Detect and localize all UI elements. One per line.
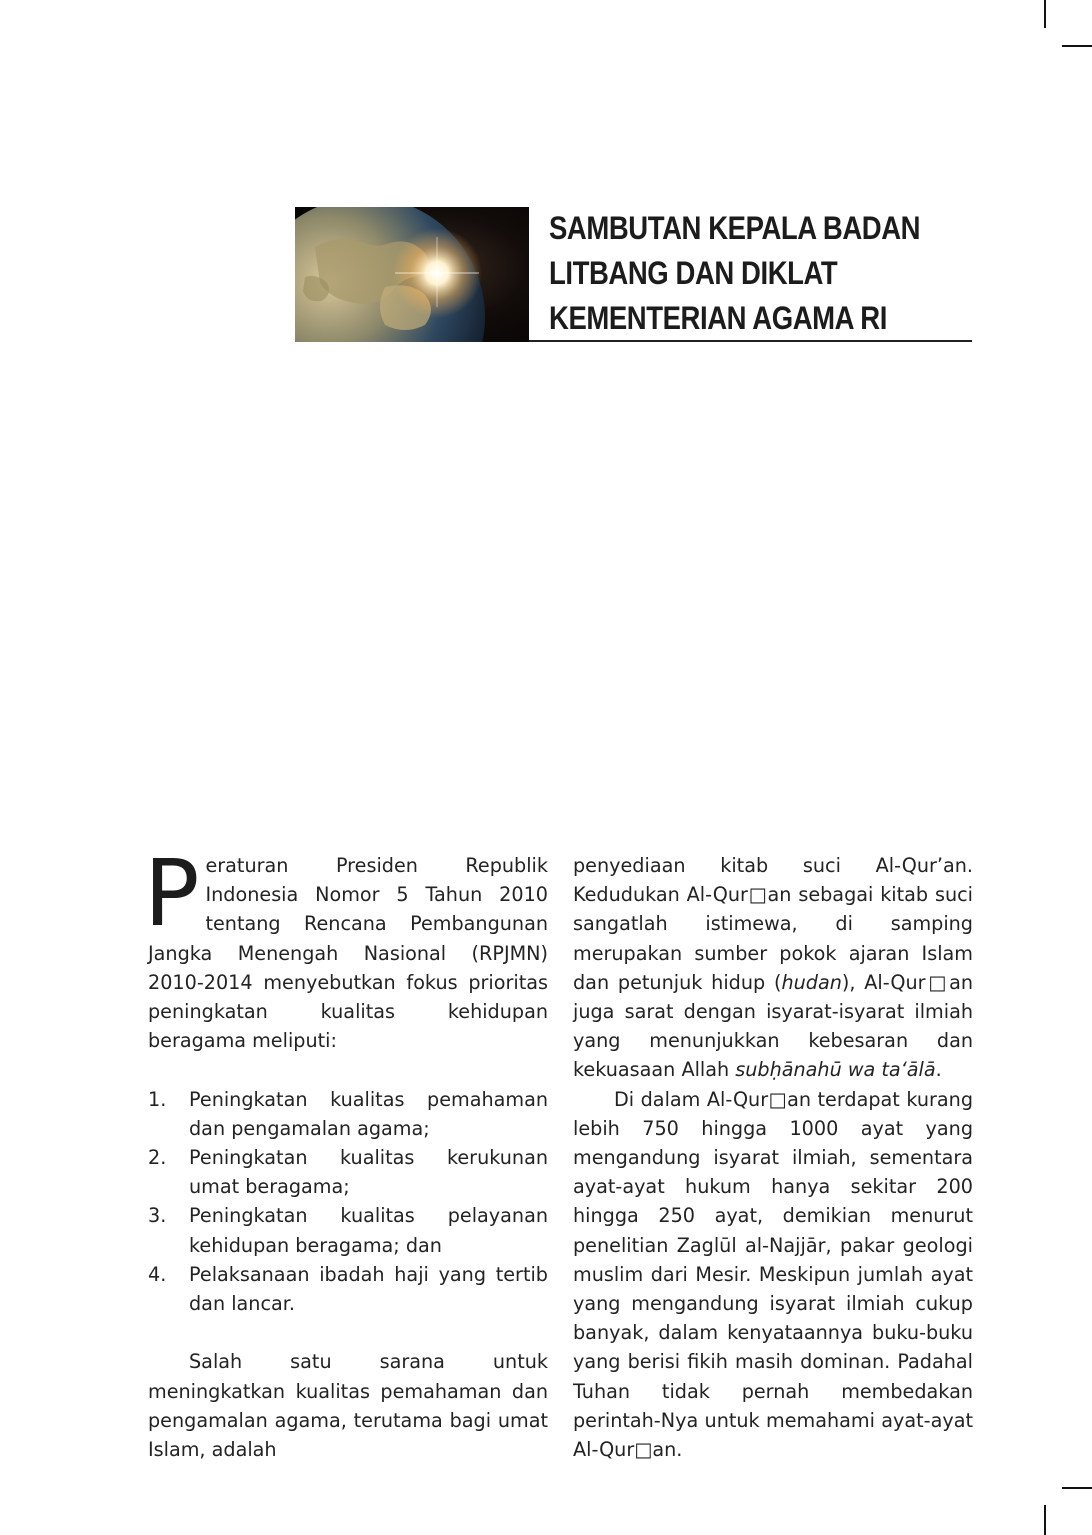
page-title	[549, 206, 919, 341]
crop-mark-top-horizontal	[1062, 45, 1092, 47]
crop-mark-top-vertical	[1044, 0, 1046, 28]
left-column	[144, 840, 548, 1464]
list-text: Peningkatan kualitas pelayanan kehidupan beragama; dan	[189, 1204, 548, 1257]
list-item	[148, 1085, 548, 1143]
title-underline	[529, 340, 972, 342]
crop-mark-bottom-horizontal	[1062, 1487, 1092, 1489]
intro-paragraph	[144, 840, 548, 1055]
list-item	[148, 1201, 548, 1259]
intro-text: eraturan Presiden Republik Indonesia Nomor 5 Tahun 2010 tentang Rencana Pembangunan Jangka Menengah Nasional (RPJMN) 2010-2014 menyebutkan fokus prioritas peningkatan kualitas kehidupan beragama meliputi:	[148, 854, 548, 1053]
list-item	[148, 1143, 548, 1201]
paragraph-text: penyediaan kitab suci Al-Qur’an. Kedudukan Al-Qur□an sebagai kitab suci sangatlah istimewa, di samping merupakan sumber pokok ajaran Islam dan petunjuk hidup (	[573, 854, 973, 994]
right-column	[573, 851, 973, 1464]
list-number: 4.	[148, 1262, 167, 1286]
term-subhanahu: subḥānahū wa ta‘ālā	[735, 1058, 936, 1082]
earth-globe-image	[295, 207, 529, 342]
closing-paragraph: Salah satu sarana untuk meningkatkan kualitas pemahaman dan pengamalan agama, terutama bagi umat Islam, adalah	[148, 1350, 548, 1462]
priority-list	[148, 1085, 548, 1319]
title-line-3: KEMENTERIAN AGAMA RI	[549, 300, 887, 336]
paragraph-scientific-verses: Di dalam Al-Qur□an terdapat kurang lebih 750 hingga 1000 ayat yang mengandung isyarat ilmiah, sementara ayat-ayat hukum hanya sekitar 200 hingga 250 ayat, demikian menurut penelitian Zaglūl al-Najjār, pakar geologi muslim dari Mesir. Meskipun jumlah ayat yang mengandung isyarat ilmiah cukup banyak, dalam kenyataannya buku-buku yang berisi fikih masih dominan. Padahal Tuhan tidak pernah membedakan perintah-Nya untuk memahami ayat-ayat Al-Qur□an.	[573, 1087, 973, 1462]
list-number: 2.	[148, 1146, 167, 1170]
crop-mark-bottom-vertical	[1044, 1505, 1046, 1535]
list-text: Peningkatan kualitas kerukunan umat beragama;	[189, 1146, 548, 1199]
paragraph-quran-position	[573, 851, 973, 1085]
title-line-1: SAMBUTAN KEPALA BADAN	[549, 210, 921, 246]
paragraph-text: ), Al-Qur□an juga sarat dengan isyarat-isyarat ilmiah yang menunjukkan kebesaran dan kekuasaan Allah	[573, 970, 973, 1082]
list-text: Peningkatan kualitas pemahaman dan pengamalan agama;	[189, 1087, 548, 1140]
list-text: Pelaksanaan ibadah haji yang tertib dan lancar.	[189, 1262, 548, 1316]
term-hudan: hudan	[781, 970, 842, 994]
drop-cap: P	[144, 840, 200, 947]
paragraph-end: .	[935, 1058, 942, 1082]
list-number: 1.	[148, 1087, 167, 1111]
title-line-2: LITBANG DAN DIKLAT	[549, 255, 838, 291]
list-item	[148, 1260, 548, 1318]
list-number: 3.	[148, 1204, 167, 1228]
